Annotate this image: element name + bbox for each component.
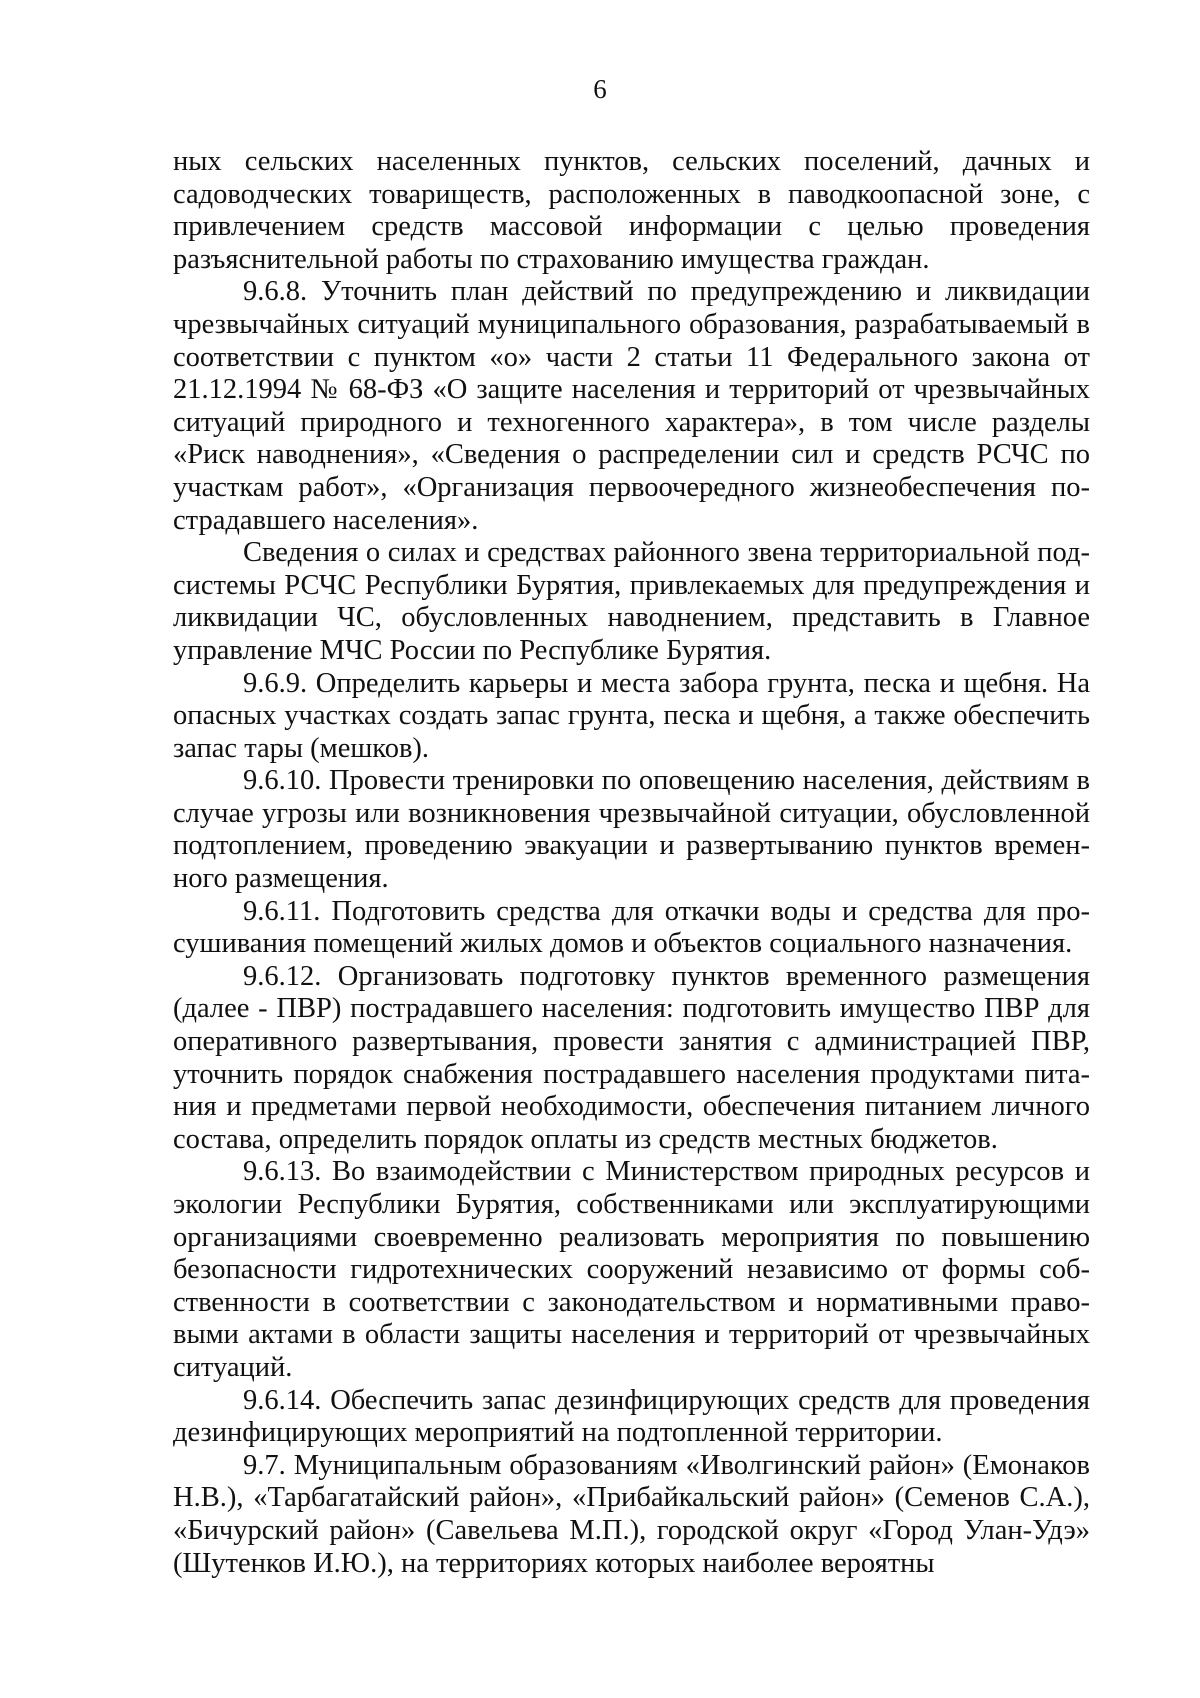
paragraph-rschs-info: Сведения о силах и средствах районного звена территориальной подсистемы РСЧС Республики Бурятия, привлекаемых для предупреждения и ликвидации ЧС, обусловленных наводнением, представить в Главное управление МЧС России по Республике Бурятия. — [173, 537, 1090, 666]
paragraph-9-6-11: 9.6.11. Подготовить средства для откачки воды и средства для просушивания помещений жилых домов и объектов социального назначения. — [173, 895, 1090, 960]
paragraph-9-6-8: 9.6.8. Уточнить план действий по предупреждению и ликвидации чрезвычайных ситуаций муниципального образования, разрабатываемый в соответствии с пунктом «о» части 2 статьи 11 Федерального закона от 21.12.1994 № 68-ФЗ «О защите населения и территорий от чрезвычайных ситуаций природного и техногенного характера», в том числе разделы «Риск наводнения», «Сведения о распределении сил и средств РСЧС по участкам работ», «Организация первоочередного жизнеобеспечения пострадавшего населения». — [173, 276, 1090, 536]
paragraph-continuation: ных сельских населенных пунктов, сельских поселений, дачных и садоводческих товариществ, расположенных в паводкоопасной зоне, с привлечением средств массовой информации с целью проведения разъяснительной работы по страхованию имущества граждан. — [173, 146, 1090, 275]
document-body — [173, 146, 1090, 1580]
paragraph-9-6-14: 9.6.14. Обеспечить запас дезинфицирующих средств для проведения дезинфицирующих мероприятий на подтопленной территории. — [173, 1384, 1090, 1449]
paragraph-9-7: 9.7. Муниципальным образованиям «Иволгинский район» (Емонаков Н.В.), «Тарбагатайский район», «Прибайкальский район» (Семенов С.А.), «Бичурский район» (Савельева М.П.), городской округ «Город Улан-Удэ» (Шутенков И.Ю.), на территориях которых наиболее вероятны — [173, 1449, 1090, 1579]
paragraph-9-6-10: 9.6.10. Провести тренировки по оповещению населения, действиям в случае угрозы или возникновения чрезвычайной ситуации, обусловленной подтоплением, проведению эвакуации и развертыванию пунктов временного размещения. — [173, 765, 1090, 895]
page-number: 6 — [593, 74, 607, 104]
paragraph-9-6-12: 9.6.12. Организовать подготовку пунктов временного размещения (далее - ПВР) пострадавшего населения: подготовить имущество ПВР для оперативного развертывания, провести занятия с администрацией ПВР, уточнить порядок снабжения пострадавшего населения продуктами питания и предметами первой необходимости, обеспечения питанием личного состава, определить порядок оплаты из средств местных бюджетов. — [173, 960, 1090, 1155]
paragraph-9-6-9: 9.6.9. Определить карьеры и места забора грунта, песка и щебня. На опасных участках создать запас грунта, песка и щебня, а также обеспечить запас тары (мешков). — [173, 667, 1090, 764]
paragraph-9-6-13: 9.6.13. Во взаимодействии с Министерством природных ресурсов и экологии Республики Бурятия, собственниками или эксплуатирующими организациями своевременно реализовать мероприятия по повышению безопасности гидротехнических сооружений независимо от формы собственности в соответствии с законодательством и нормативными правовыми актами в области защиты населения и территорий от чрезвычайных ситуаций. — [173, 1156, 1090, 1383]
